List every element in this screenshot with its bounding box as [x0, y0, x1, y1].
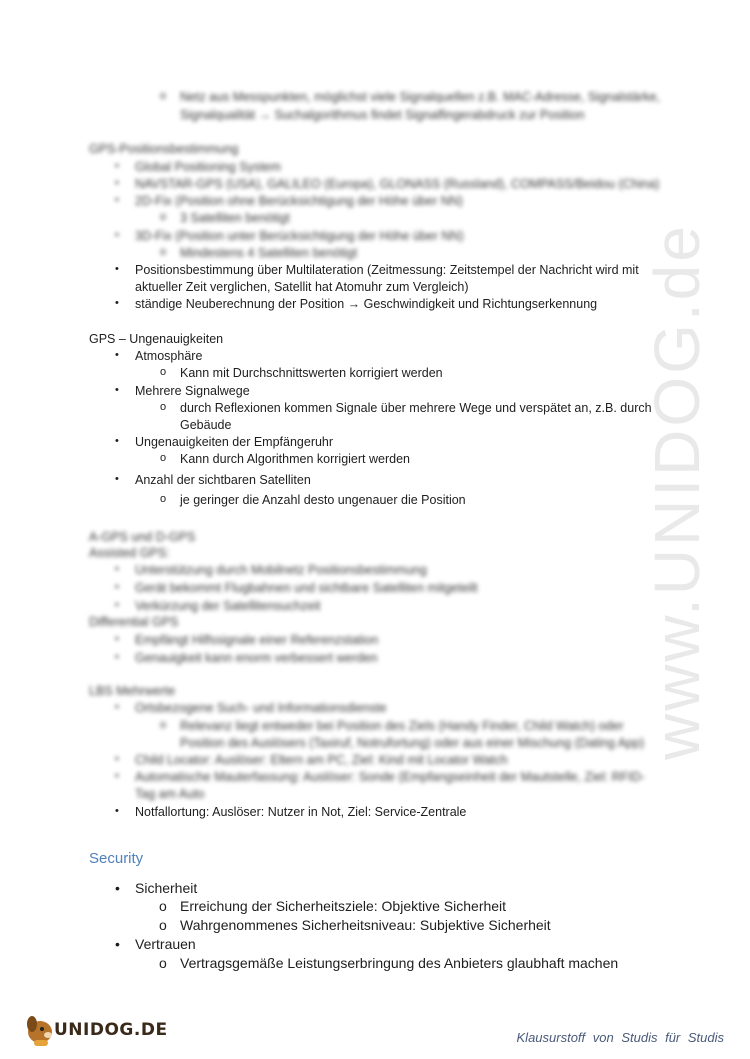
watermark-text: www.UNIDOG.de	[641, 223, 713, 760]
text-line: Ungenauigkeiten der Empfängeruhr	[135, 435, 334, 449]
bullet-icon: •	[115, 770, 119, 782]
text-line: Child Locator: Auslöser: Eltern am PC, Ziel: Kind mit Locator Watch	[135, 753, 508, 767]
bullet-icon: •	[115, 435, 119, 447]
bullet-icon: •	[115, 936, 120, 952]
circle-bullet-icon: o	[160, 401, 167, 413]
text-line: Position des Auslösers (Taxiruf, Notrufortung) oder aus einer Mischung (Dating App)	[180, 736, 645, 750]
bullet-icon: •	[115, 160, 119, 172]
text-line: NAVSTAR-GPS (USA), GALILEO (Europa), GLONASS (Russland), COMPASS/Beidou (China)	[135, 177, 660, 191]
bullet-icon: •	[115, 651, 119, 663]
bullet-icon: •	[115, 599, 119, 611]
text-line: ständige Neuberechnung der Position → Geschwindigkeit und Richtungserkennung	[135, 297, 598, 311]
circle-bullet-icon: o	[159, 898, 167, 914]
text-line: aktueller Zeit verglichen, Satellit hat Atomuhr zum Vergleich)	[135, 280, 469, 294]
bullet-icon: •	[115, 194, 119, 206]
bullet-icon: •	[115, 297, 119, 309]
section-heading: GPS-Positionsbestimmung	[89, 142, 239, 156]
text-line: Genauigkeit kann enorm verbessert werden	[135, 651, 378, 665]
circle-bullet-icon: o	[160, 452, 167, 464]
text-line: Verkürzung der Satellitensuchzeit	[135, 599, 321, 613]
logo-text: UNIDOG.DE	[54, 1020, 168, 1040]
text-line: Netz aus Messpunkten, möglichst viele Signalquellen z.B. MAC-Adresse, Signalstärke,	[180, 90, 661, 104]
text-line: Ortsbezogene Such- und Informationsdienste	[135, 701, 387, 715]
text-line: Vertrauen	[135, 936, 196, 952]
bullet-icon: •	[115, 805, 119, 817]
bullet-icon: •	[115, 229, 119, 241]
text-line: Notfallortung: Auslöser: Nutzer in Not, Ziel: Service-Zentrale	[135, 805, 467, 819]
text-line: 2D-Fix (Position ohne Berücksichtigung der Höhe über NN)	[135, 194, 463, 208]
section-heading: GPS – Ungenauigkeiten	[89, 332, 224, 346]
text-line: Gerät bekommt Flugbahnen und sichtbare Satelliten mitgeteilt	[135, 581, 478, 595]
text-line: Atmosphäre	[135, 349, 203, 363]
circle-bullet-icon: o	[160, 246, 167, 258]
text-line: Tag am Auto	[135, 787, 205, 801]
text-line: je geringer die Anzahl desto ungenauer die Position	[180, 493, 466, 507]
circle-bullet-icon: o	[160, 90, 167, 102]
bullet-icon: •	[115, 177, 119, 189]
subheading: Differential GPS	[89, 615, 179, 629]
text-line: Signalqualität → Suchalgorithmus findet Signalfingerabdruck zur Position	[180, 108, 585, 122]
text-line: Anzahl der sichtbaren Satelliten	[135, 473, 311, 487]
bullet-icon: •	[115, 263, 119, 275]
text-line: Erreichung der Sicherheitsziele: Objektive Sicherheit	[180, 898, 507, 914]
text-line: Wahrgenommenes Sicherheitsniveau: Subjektive Sicherheit	[180, 917, 551, 933]
section-heading: A-GPS und D-GPS	[89, 530, 196, 544]
text-line: Mindestens 4 Satelliten benötigt	[180, 246, 358, 260]
text-line: Global Positioning System	[135, 160, 281, 174]
bullet-icon: •	[115, 349, 119, 361]
bullet-icon: •	[115, 473, 119, 485]
circle-bullet-icon: o	[160, 366, 167, 378]
text-line: Kann mit Durchschnittswerten korrigiert werden	[180, 366, 443, 380]
section-title: Security	[89, 850, 144, 867]
bullet-icon: •	[115, 880, 120, 896]
text-line: Positionsbestimmung über Multilateration (Zeitmessung: Zeitstempel der Nachricht wird mit	[135, 263, 639, 277]
text-line: 3 Satelliten benötigt	[180, 211, 290, 225]
text-line: Sicherheit	[135, 880, 198, 896]
circle-bullet-icon: o	[159, 917, 167, 933]
text-line: Relevanz liegt entweder bei Position des Ziels (Handy Finder, Child Watch) oder	[180, 719, 624, 733]
bullet-icon: •	[115, 701, 119, 713]
bullet-icon: •	[115, 563, 119, 575]
bullet-icon: •	[115, 633, 119, 645]
text-line: Mehrere Signalwege	[135, 384, 250, 398]
circle-bullet-icon: o	[160, 493, 167, 505]
circle-bullet-icon: o	[160, 719, 167, 731]
text-line: 3D-Fix (Position unter Berücksichtigung der Höhe über NN)	[135, 229, 464, 243]
text-line: Gebäude	[180, 418, 232, 432]
text-line: Unterstützung durch Mobilnetz Positionsbestimmung	[135, 563, 427, 577]
section-heading: LBS Mehrwerte	[89, 684, 176, 698]
subheading: Assisted GPS:	[89, 546, 170, 560]
text-line: Automatische Mauterfassung: Auslöser: Sonde (Empfangseinheit der Mautstelle, Ziel: RFID-	[135, 770, 645, 784]
bullet-icon: •	[115, 753, 119, 765]
text-line: Empfängt Hilfssignale einer Referenzstation	[135, 633, 379, 647]
circle-bullet-icon: o	[160, 211, 167, 223]
footer-tagline: Klausurstoff von Studis für Studis	[516, 1030, 724, 1045]
text-line: Vertragsgemäße Leistungserbringung des Anbieters glaubhaft machen	[180, 955, 619, 971]
text-line: durch Reflexionen kommen Signale über mehrere Wege und verspätet an, z.B. durch	[180, 401, 652, 415]
text-line: Kann durch Algorithmen korrigiert werden	[180, 452, 410, 466]
circle-bullet-icon: o	[159, 955, 167, 971]
bullet-icon: •	[115, 384, 119, 396]
bullet-icon: •	[115, 581, 119, 593]
